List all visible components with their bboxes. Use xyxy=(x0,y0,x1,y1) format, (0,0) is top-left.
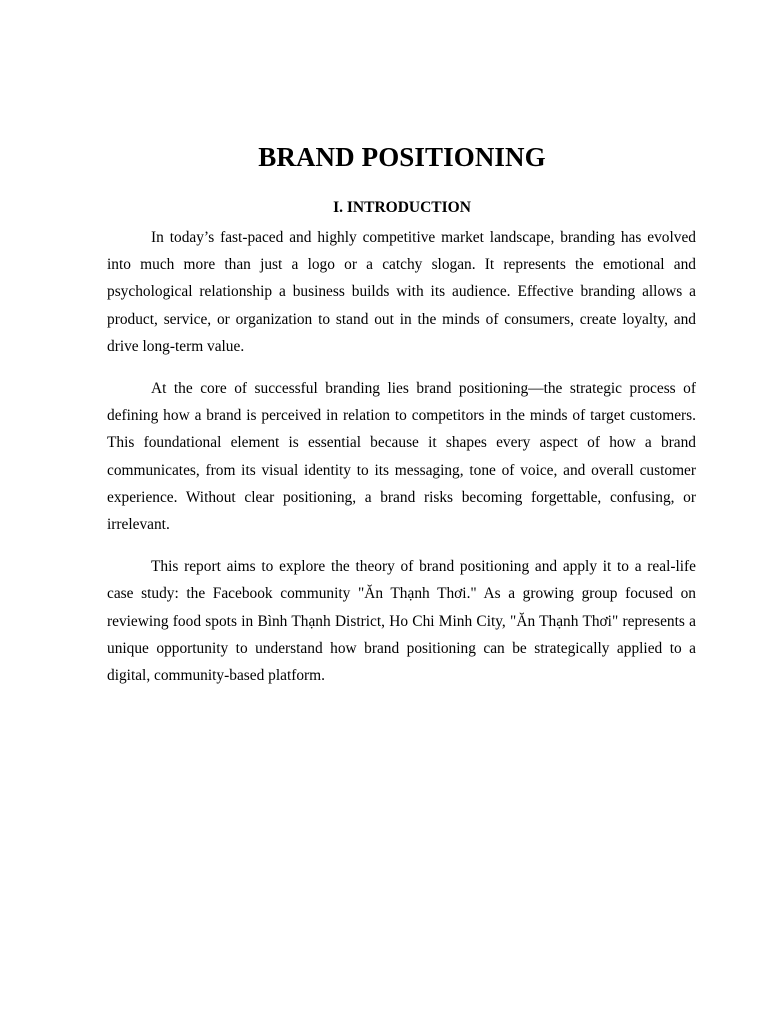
introduction-body xyxy=(107,224,696,704)
section-heading-introduction: I. INTRODUCTION xyxy=(333,198,471,216)
paragraph-branding-overview: In today’s fast-paced and highly competitive market landscape, branding has evolved into much more than just a logo or a catchy slogan. It represents the emotional and psychological relationship a business builds with its audience. Effective branding allows a product, service, or organization to stand out in the minds of consumers, create loyalty, and drive long-term value. xyxy=(107,229,696,355)
paragraph-report-aim: This report aims to explore the theory of brand positioning and apply it to a real-life case study: the Facebook community "Ăn Thạnh Thơi." As a growing group focused on reviewing food spots in Bình Thạnh District, Ho Chi Minh City, "Ăn Thạnh Thơi" represents a unique opportunity to understand how brand positioning can be strategically applied to a digital, community-based platform. xyxy=(107,558,696,685)
document-title: BRAND POSITIONING xyxy=(258,142,546,173)
paragraph-brand-positioning: At the core of successful branding lies brand positioning—the strategic process of defining how a brand is perceived in relation to competitors in the minds of target customers. This foundational element is essential because it shapes every aspect of how a brand communicates, from its visual identity to its messaging, tone of voice, and overall customer experience. Without clear positioning, a brand risks becoming forgettable, confusing, or irrelevant. xyxy=(107,380,696,534)
